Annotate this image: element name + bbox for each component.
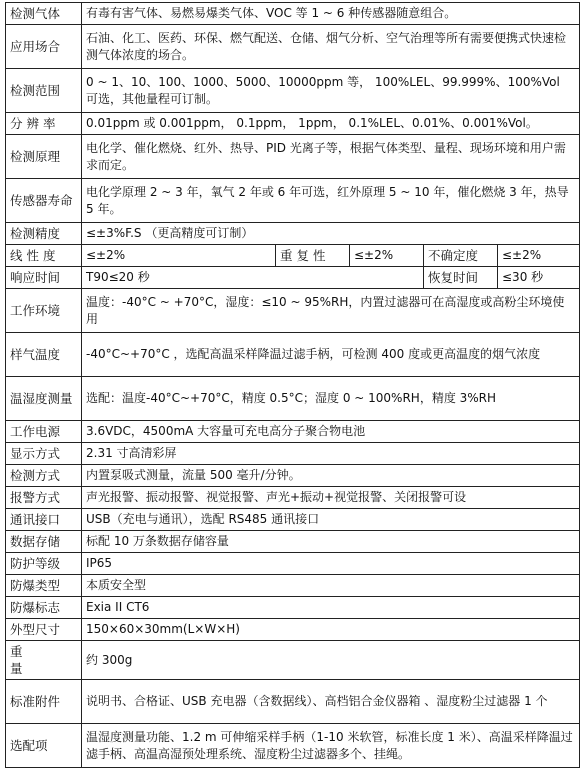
table-row: [6, 641, 580, 680]
table-row: [6, 597, 580, 619]
table-row: [6, 289, 580, 333]
table-row: [6, 3, 580, 25]
row-value: 选配：温度-40°C~+70°C，精度 0.5°C；湿度 0 ~ 100%RH，精度 3%RH: [82, 377, 580, 421]
row-value: 标配 10 万条数据存储容量: [82, 531, 580, 553]
row-label: 选配项: [6, 724, 82, 768]
row-label: 显示方式: [6, 443, 82, 465]
table-row: [6, 465, 580, 487]
table-row: [6, 553, 580, 575]
row-value: 内置泵吸式测量，流量 500 毫升/分钟。: [82, 465, 580, 487]
row-value: 150×60×30mm(L×W×H): [82, 619, 580, 641]
table-row: [6, 531, 580, 553]
row-value: ≤±2%: [350, 245, 424, 267]
row-value: 温湿度测量功能、1.2 m 可伸缩采样手柄（1-10 米软管，标准长度 1 米）、高温采样降温过滤手柄、高温高湿预处理系统、湿度粉尘过滤器多个、挂绳。: [82, 724, 580, 768]
row-label: 应用场合: [6, 25, 82, 69]
table-row: [6, 443, 580, 465]
table-row: [6, 333, 580, 377]
row-value: 温度：-40°C ~ +70°C，湿度：≤10 ~ 95%RH，内置过滤器可在高湿度或高粉尘环境使用: [82, 289, 580, 333]
row-value: 石油、化工、医药、环保、燃气配送、仓储、烟气分析、空气治理等所有需要便携式快速检测气体浓度的场合。: [82, 25, 580, 69]
row-label: 防护等级: [6, 553, 82, 575]
row-value: 0 ~ 1、10、100、1000、5000、10000ppm 等， 100%LEL、99.999%、100%Vol 可选，其他量程可订制。: [82, 69, 580, 113]
row-label: 检测气体: [6, 3, 82, 25]
table-row: [6, 421, 580, 443]
row-value: 约 300g: [82, 641, 580, 680]
row-label: 样气温度: [6, 333, 82, 377]
row-label: 分 辨 率: [6, 113, 82, 135]
table-row: [6, 724, 580, 768]
row-value: T90≤20 秒: [82, 267, 424, 289]
row-value: 声光报警、振动报警、视觉报警、声光+振动+视觉报警、关闭报警可设: [82, 487, 580, 509]
row-label: 重 复 性: [276, 245, 350, 267]
row-label: 响应时间: [6, 267, 82, 289]
table-row: [6, 25, 580, 69]
spec-table: [5, 2, 580, 768]
table-row: [6, 113, 580, 135]
row-label: 温湿度测量: [6, 377, 82, 421]
table-row: [6, 135, 580, 179]
row-value: ≤±3%F.S （更高精度可订制）: [82, 223, 580, 245]
row-label: 数据存储: [6, 531, 82, 553]
table-row: [6, 680, 580, 724]
row-value: IP65: [82, 553, 580, 575]
table-row: [6, 245, 580, 267]
row-value: 2.31 寸高清彩屏: [82, 443, 580, 465]
row-label: 传感器寿命: [6, 179, 82, 223]
row-label: 检测原理: [6, 135, 82, 179]
row-label: 重 量: [6, 641, 82, 680]
row-label: 标准附件: [6, 680, 82, 724]
table-row: [6, 267, 580, 289]
row-value: 电化学原理 2 ~ 3 年，氧气 2 年或 6 年可选，红外原理 5 ~ 10 年，催化燃烧 3 年，热导 5 年。: [82, 179, 580, 223]
row-value: 0.01ppm 或 0.001ppm， 0.1ppm， 1ppm， 0.1%LEL、0.01%、0.001%Vol。: [82, 113, 580, 135]
row-label: 通讯接口: [6, 509, 82, 531]
row-value: 有毒有害气体、易燃易爆类气体、VOC 等 1 ~ 6 种传感器随意组合。: [82, 3, 580, 25]
row-value: 说明书、合格证、USB 充电器（含数据线）、高档铝合金仪器箱 、湿度粉尘过滤器 1 个: [82, 680, 580, 724]
row-label: 工作电源: [6, 421, 82, 443]
row-label: 不确定度: [424, 245, 498, 267]
row-value: ≤±2%: [82, 245, 276, 267]
row-value: USB（充电与通讯），选配 RS485 通讯接口: [82, 509, 580, 531]
table-row: [6, 509, 580, 531]
row-value: 3.6VDC，4500mA 大容量可充电高分子聚合物电池: [82, 421, 580, 443]
row-value: ≤±2%: [498, 245, 580, 267]
row-label: 线 性 度: [6, 245, 82, 267]
row-label: 检测方式: [6, 465, 82, 487]
row-label: 检测范围: [6, 69, 82, 113]
row-label: 检测精度: [6, 223, 82, 245]
table-row: [6, 179, 580, 223]
table-row: [6, 575, 580, 597]
table-row: [6, 223, 580, 245]
row-value: ≤30 秒: [498, 267, 580, 289]
row-label: 防爆类型: [6, 575, 82, 597]
row-label: 防爆标志: [6, 597, 82, 619]
table-row: [6, 487, 580, 509]
table-row: [6, 377, 580, 421]
row-value: 本质安全型: [82, 575, 580, 597]
table-row: [6, 69, 580, 113]
row-value: 电化学、催化燃烧、红外、热导、PID 光离子等，根据气体类型、量程、现场环境和用户需求而定。: [82, 135, 580, 179]
row-value: Exia II CT6: [82, 597, 580, 619]
row-label: 恢复时间: [424, 267, 498, 289]
row-label: 报警方式: [6, 487, 82, 509]
row-label: 外型尺寸: [6, 619, 82, 641]
table-row: [6, 619, 580, 641]
row-value: -40°C~+70°C ，选配高温采样降温过滤手柄，可检测 400 度或更高温度的烟气浓度: [82, 333, 580, 377]
row-label: 工作环境: [6, 289, 82, 333]
